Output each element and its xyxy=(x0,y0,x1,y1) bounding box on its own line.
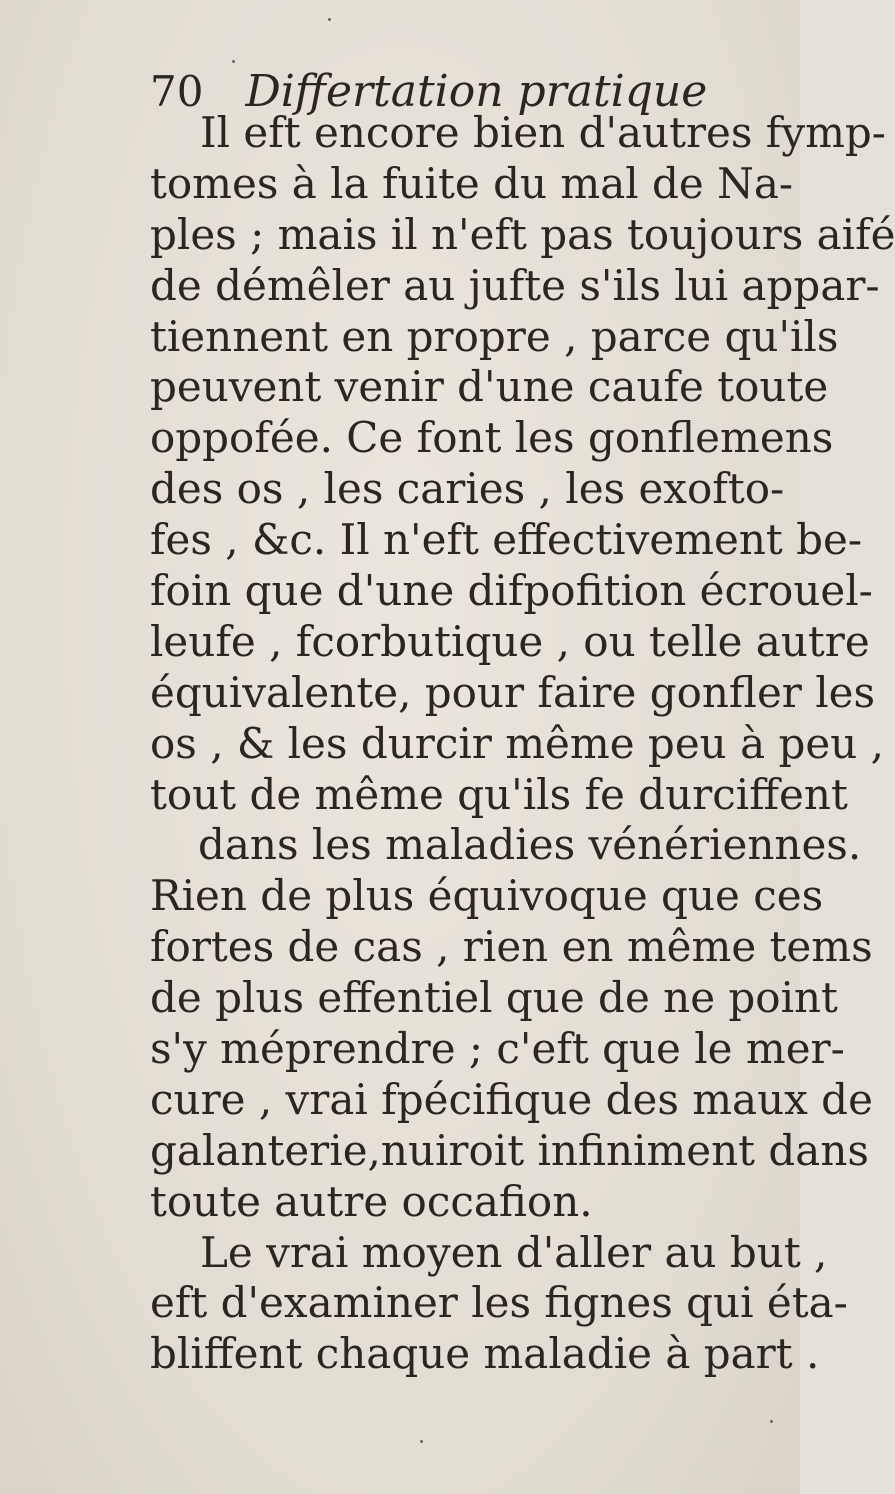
text-line: bliffent chaque maladie à part . xyxy=(150,1329,820,1379)
text-line: eft d'examiner les fignes qui éta- xyxy=(150,1278,848,1328)
text-line: des os , les caries , les exofto- xyxy=(150,464,785,514)
paragraph-1 xyxy=(150,108,895,1228)
text-line: galanterie,nuiroit infiniment dans xyxy=(150,1125,869,1175)
text-line: os , & les durcir même peu à peu , xyxy=(150,718,884,768)
text-line: de plus effentiel que de ne point xyxy=(150,973,838,1023)
text-line: foin que d'une difpofition écrouel- xyxy=(150,566,873,616)
paragraph-2 xyxy=(150,1227,848,1381)
text-line: cure , vrai fpécifique des maux de xyxy=(150,1074,873,1124)
text-line: tout de même qu'ils fe durciffent xyxy=(150,769,848,819)
text-line: tomes à la fuite du mal de Na- xyxy=(150,158,794,208)
page-number: 70 xyxy=(150,67,204,116)
text-line: fortes de cas , rien en même tems xyxy=(150,922,873,972)
text-line: peuvent venir d'une caufe toute xyxy=(150,362,829,412)
text-line: de démêler au jufte s'ils lui appar- xyxy=(150,260,880,310)
ink-speck xyxy=(420,1440,423,1443)
text-line: leufe , fcorbutique , ou telle autre xyxy=(150,616,870,666)
text-line: toute autre occafion. xyxy=(150,1176,593,1226)
text-line: Rien de plus équivoque que ces xyxy=(150,871,824,921)
text-line: Le vrai moyen d'aller au but , xyxy=(200,1227,828,1277)
text-line: dans les maladies vénériennes. xyxy=(198,820,862,870)
text-line: équivalente, pour faire gonfler les xyxy=(150,667,876,717)
text-line: oppofée. Ce font les gonflemens xyxy=(150,413,834,463)
running-title: Differtation pratique xyxy=(245,66,708,117)
text-line: fes , &c. Il n'eft effectivement be- xyxy=(150,515,863,565)
text-line: Il eft encore bien d'autres fymp- xyxy=(200,108,886,157)
text-line: s'y méprendre ; c'eft que le mer- xyxy=(150,1024,845,1074)
text-line: ples ; mais il n'eft pas toujours aifé xyxy=(150,209,895,259)
body-text xyxy=(150,108,895,1380)
ink-speck xyxy=(770,1420,773,1423)
text-line: tiennent en propre , parce qu'ils xyxy=(150,311,839,361)
ink-speck xyxy=(232,60,235,63)
ink-speck xyxy=(328,18,331,21)
